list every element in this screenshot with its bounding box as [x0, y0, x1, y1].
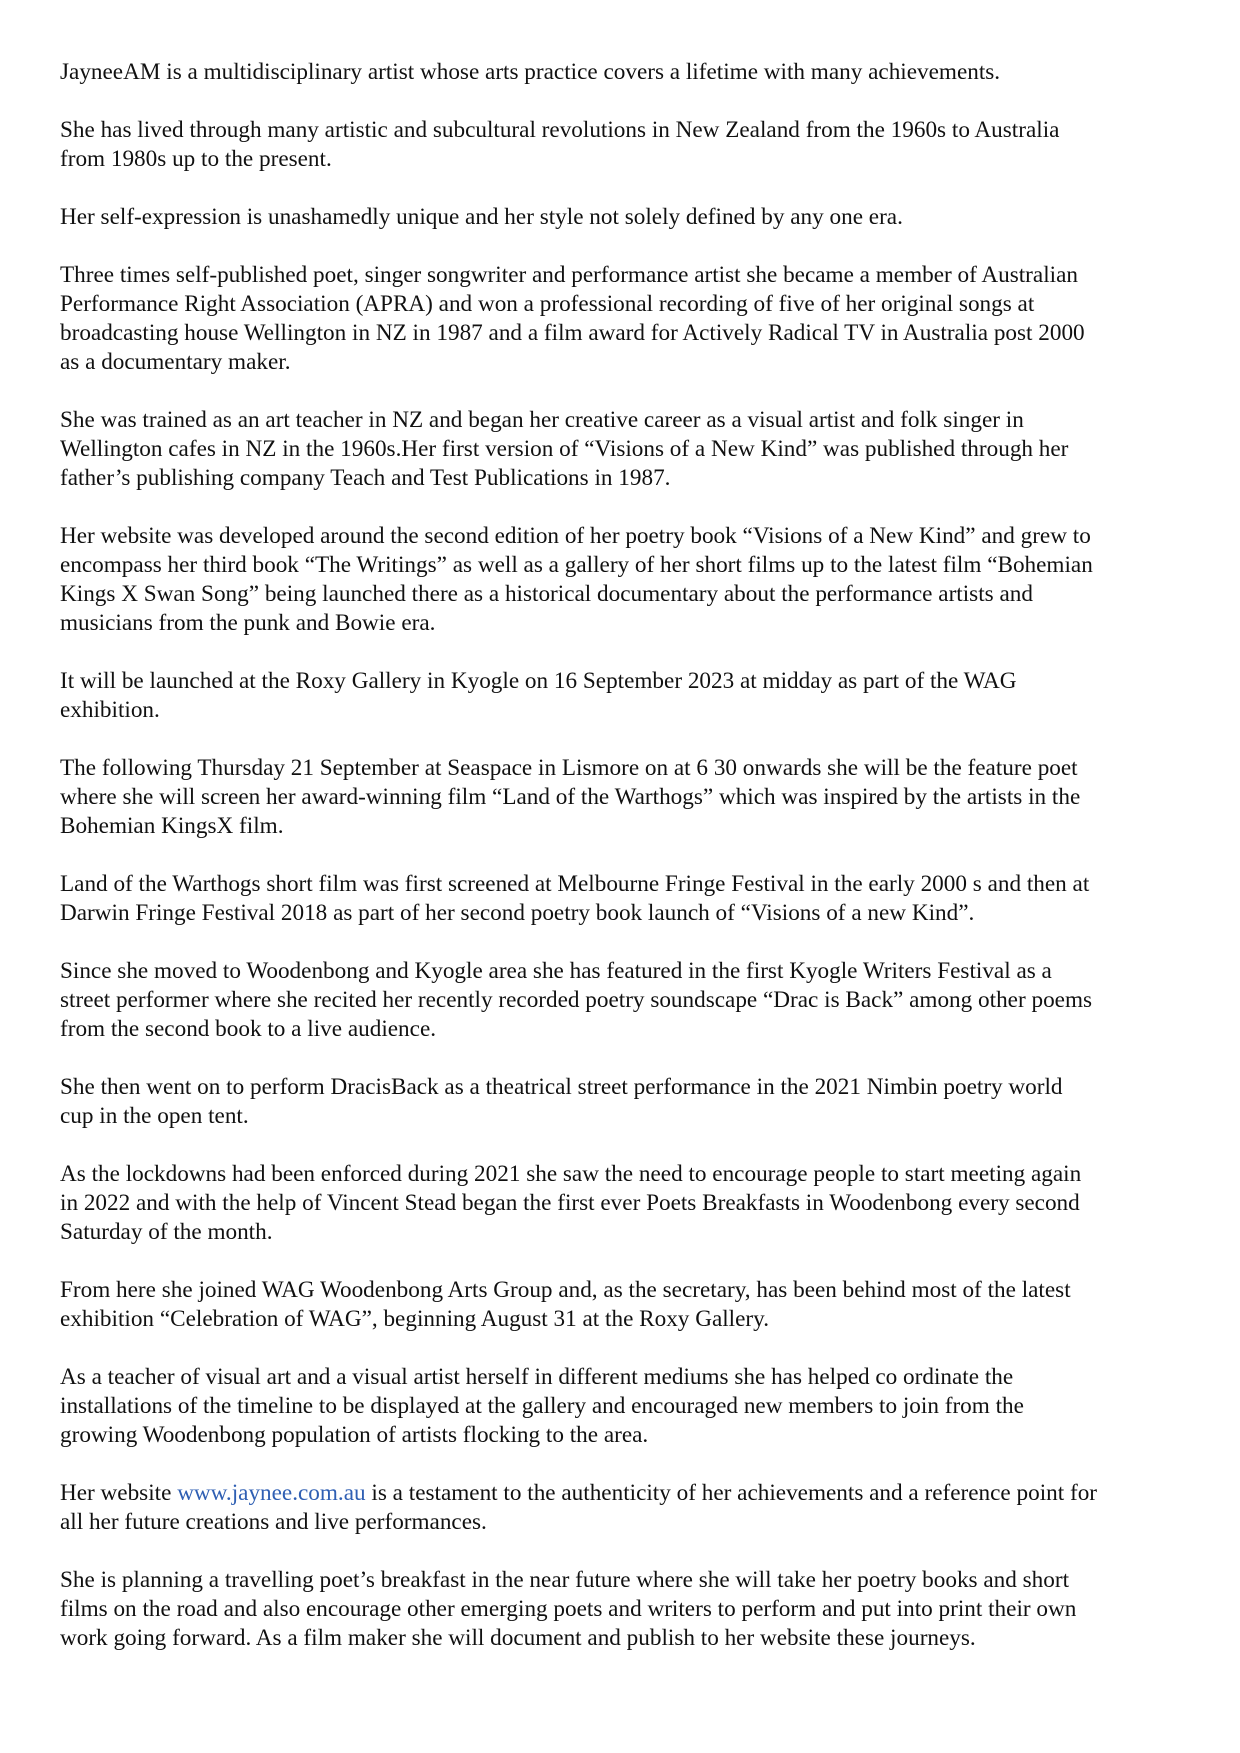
- paragraph-seaspace: The following Thursday 21 September at Seaspace in Lismore on at 6 30 onwards she will be the feature poet where she will screen her award-winning film “Land of the Warthogs” which was inspired by the artists in the Bohemian KingsX film.: [60, 755, 1081, 839]
- paragraph-achievements: Three times self-published poet, singer songwriter and performance artist she became a member of Australian Performance Right Association (APRA) and won a professional recording of five of her original songs at broadcasting house Wellington in NZ in 1987 and a film award for Actively Radical TV in Australia post 2000 as a documentary maker.: [60, 262, 1085, 375]
- paragraph-kyogle-festival: Since she moved to Woodenbong and Kyogle area she has featured in the first Kyogle Writers Festival as a street performer where she recited her recently recorded poetry soundscape “Drac is Back” among other poems from the second book to a live audience.: [60, 958, 1093, 1042]
- paragraph-warthogs: Land of the Warthogs short film was first screened at Melbourne Fringe Festival in the early 2000 s and then at Darwin Fringe Festival 2018 as part of her second poetry book launch of “Visions of a new Kind”.: [60, 871, 1090, 926]
- website-text-after: is a testament to the authenticity of her achievements and a reference point for all her future creations and live performances.: [60, 1480, 1098, 1535]
- paragraph-poets-breakfasts: As the lockdowns had been enforced during 2021 she saw the need to encourage people to start meeting again in 2022 and with the help of Vincent Stead began the first ever Poets Breakfasts in Woodenbong every second Saturday of the month.: [60, 1161, 1082, 1245]
- paragraph-website-development: Her website was developed around the second edition of her poetry book “Visions of a New Kind” and grew to encompass her third book “The Writings” as well as a gallery of her short films up to the latest film “Bohemian Kings X Swan Song” being launched there as a historical documentary about the performance artists and musicians from the punk and Bowie era.: [60, 523, 1093, 636]
- paragraph-wag: From here she joined WAG Woodenbong Arts Group and, as the secretary, has been behind most of the latest exhibition “Celebration of WAG”, beginning August 31 at the Roxy Gallery.: [60, 1277, 1071, 1332]
- paragraph-teacher: As a teacher of visual art and a visual artist herself in different mediums she has helped co ordinate the installations of the timeline to be displayed at the gallery and encouraged new members to join from the growing Woodenbong population of artists flocking to the area.: [60, 1364, 1024, 1448]
- paragraph-style: Her self-expression is unashamedly unique and her style not solely defined by any one era.: [60, 204, 903, 230]
- paragraph-nimbin: She then went on to perform DracisBack as a theatrical street performance in the 2021 Nimbin poetry world cup in the open tent.: [60, 1074, 1063, 1129]
- paragraph-launch: It will be launched at the Roxy Gallery in Kyogle on 16 September 2023 at midday as part of the WAG exhibition.: [60, 668, 1017, 723]
- paragraph-training: She was trained as an art teacher in NZ and began her creative career as a visual artist and folk singer in Wellington cafes in NZ in the 1960s.Her first version of “Visions of a New Kind” was published through her father’s publishing company Teach and Test Publications in 1987.: [60, 407, 1069, 491]
- paragraph-website: [60, 1479, 1180, 1537]
- paragraph-history: She has lived through many artistic and subcultural revolutions in New Zealand from the 1960s to Australia from 1980s up to the present.: [60, 117, 1060, 172]
- website-link[interactable]: www.jaynee.com.au: [177, 1480, 366, 1506]
- website-text-before: Her website: [60, 1480, 178, 1506]
- paragraph-future-plans: She is planning a travelling poet’s breakfast in the near future where she will take her poetry books and short films on the road and also encourage other emerging poets and writers to perform and put into print their own work going forward. As a film maker she will document and publish to her website these journeys.: [60, 1567, 1077, 1651]
- paragraph-intro: JayneeAM is a multidisciplinary artist whose arts practice covers a lifetime with many achievements.: [60, 59, 1001, 85]
